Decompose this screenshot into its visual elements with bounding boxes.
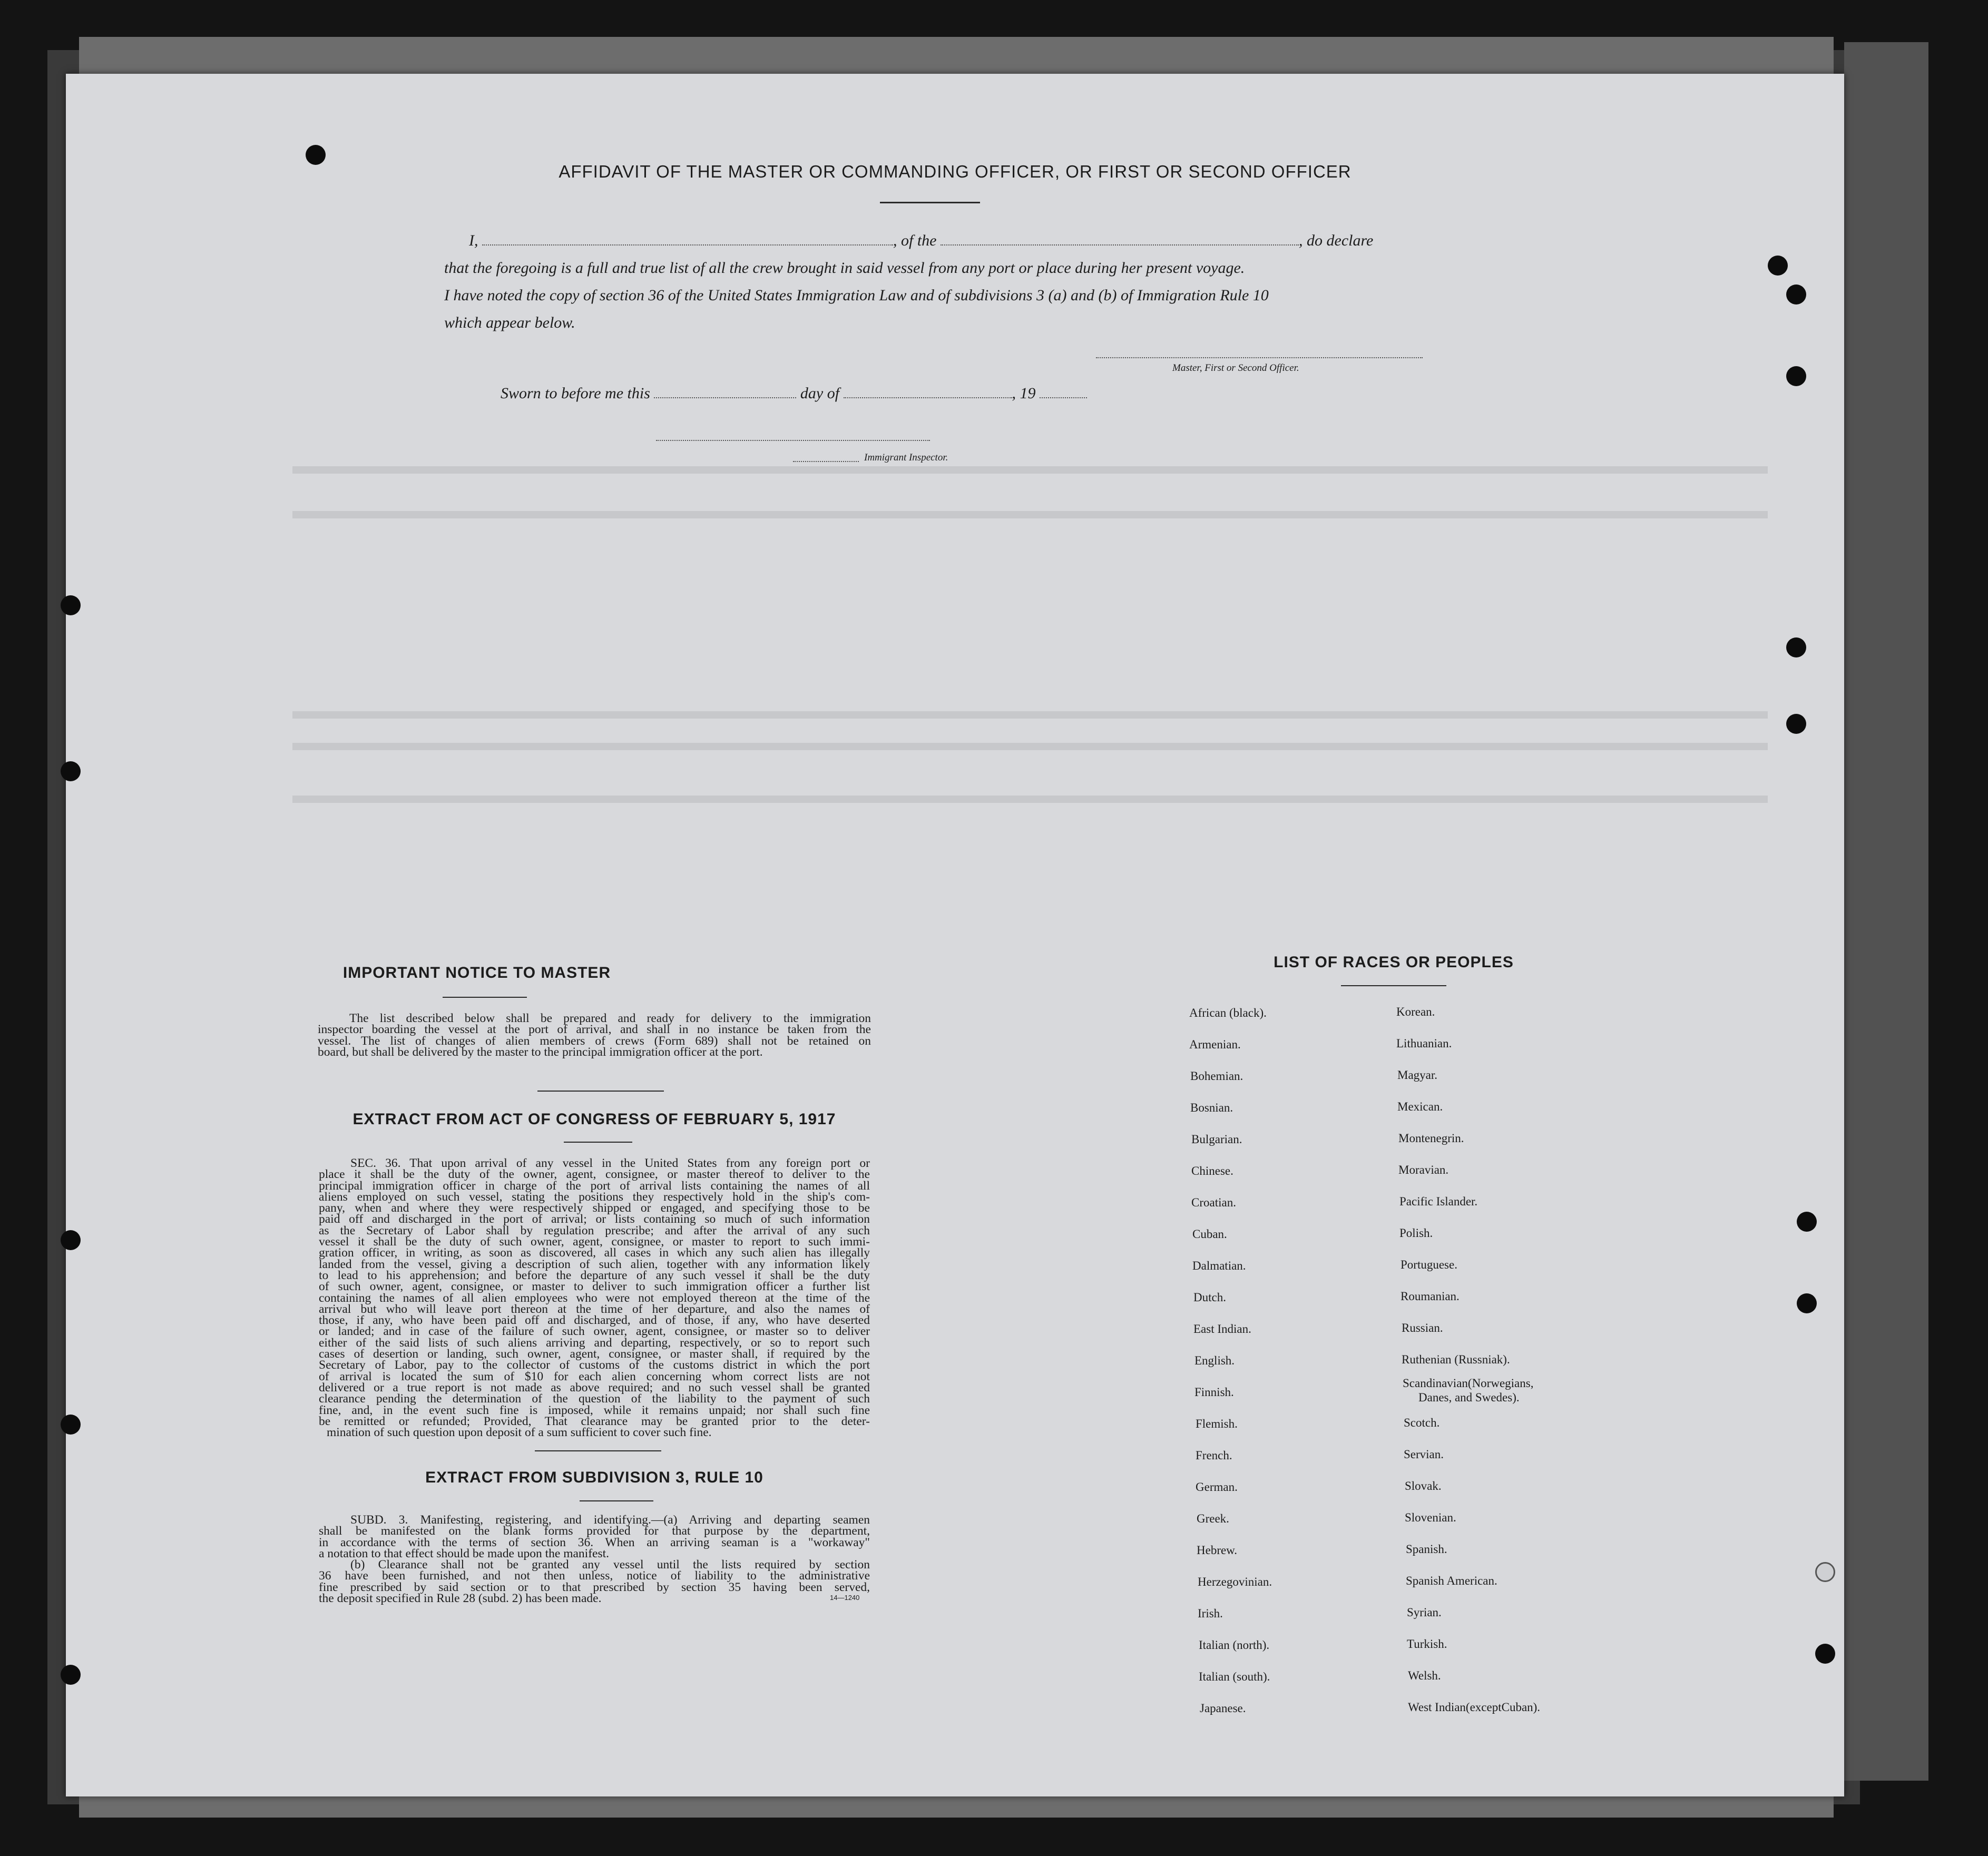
race-item: Montenegrin. <box>1398 1132 1464 1145</box>
race-item: Turkish. <box>1407 1637 1447 1651</box>
rule-line: SUBD. 3. Manifesting, registering, and identifying.—(a) Arriving and departing seamen <box>350 1513 870 1527</box>
title-rule <box>880 202 980 203</box>
notice-line: The list described below shall be prepared and ready for delivery to the immigration <box>349 1012 871 1025</box>
race-item: Finnish. <box>1194 1386 1234 1399</box>
act-line: clearance pending the determination of the question of the liability to the payment of such <box>319 1392 870 1406</box>
affidavit-text: I, <box>469 232 478 249</box>
act-line: as the Secretary of Labor shall by regulation prescribe; and after the arrival of any such <box>319 1223 870 1238</box>
punch-hole <box>1786 366 1806 386</box>
race-item: Bohemian. <box>1190 1069 1243 1083</box>
race-item: Irish. <box>1198 1607 1223 1620</box>
race-item: Dutch. <box>1193 1291 1226 1304</box>
race-item-continued: Danes, and Swedes). <box>1418 1391 1520 1404</box>
vessel-field[interactable] <box>941 244 1299 245</box>
rule-title: EXTRACT FROM SUBDIVISION 3, RULE 10 <box>425 1469 763 1486</box>
race-item: Herzegovinian. <box>1198 1575 1272 1588</box>
bleed-through <box>292 466 1768 474</box>
affidavit-text: , of the <box>893 232 937 249</box>
punch-hole <box>61 761 81 781</box>
rule-line: the deposit specified in Rule 28 (subd. 2) has been made. <box>319 1592 602 1606</box>
master-signature-field[interactable] <box>1096 357 1423 358</box>
act-line: be remitted or refunded; Provided, That clearance may be granted prior to the deter- <box>319 1414 870 1428</box>
race-item: Pacific Islander. <box>1399 1195 1478 1208</box>
master-caption: Master, First or Second Officer. <box>1172 362 1299 374</box>
punch-hole <box>1815 1562 1835 1582</box>
act-line: those, if any, who have been paid off and discharged, and of those, if any, who have deserted <box>319 1313 870 1328</box>
race-item: Magyar. <box>1397 1068 1438 1082</box>
act-body <box>319 1158 870 1438</box>
notice-line: vessel. The list of changes of alien members of crews (Form 689) shall not be retained on <box>318 1034 871 1048</box>
name-field[interactable] <box>482 244 893 245</box>
affidavit-text: , do declare <box>1299 232 1374 249</box>
notice-line: inspector boarding the vessel at the port of arrival, and shall in no instance be taken from the <box>318 1023 871 1037</box>
race-item: Servian. <box>1404 1448 1444 1461</box>
bleed-through <box>292 511 1768 518</box>
race-item: Bulgarian. <box>1191 1133 1242 1146</box>
race-item: Hebrew. <box>1197 1544 1238 1557</box>
race-item: Cuban. <box>1192 1227 1227 1241</box>
race-item: Roumanian. <box>1401 1290 1460 1303</box>
notice-line: board, but shall be delivered by the master to the principal immigration officer at the port. <box>318 1045 763 1059</box>
section-divider <box>535 1450 661 1451</box>
race-item: Ruthenian (Russniak). <box>1402 1353 1510 1366</box>
document-page <box>66 74 1844 1796</box>
bleed-through <box>292 711 1768 719</box>
act-line: SEC. 36. That upon arrival of any vessel in the United States from any foreign port or <box>350 1156 870 1170</box>
act-line: Secretary of Labor, pay to the collector of customs of the customs district in which the port <box>319 1358 870 1372</box>
bleed-through <box>292 743 1768 750</box>
sworn-text: Sworn to before me this <box>501 385 650 402</box>
race-item: Chinese. <box>1191 1164 1233 1177</box>
act-line: mination of such question upon deposit of a sum sufficient to cover such fine. <box>327 1426 712 1440</box>
race-item: Slovenian. <box>1405 1511 1456 1524</box>
race-item: West Indian(exceptCuban). <box>1408 1701 1541 1714</box>
sworn-text: , 19 <box>1012 385 1036 402</box>
race-item: Scotch. <box>1404 1416 1440 1429</box>
race-item: Japanese. <box>1200 1702 1246 1715</box>
race-item: Slovak. <box>1405 1479 1442 1492</box>
race-item: Lithuanian. <box>1396 1037 1452 1050</box>
sworn-month-field[interactable] <box>844 397 1012 398</box>
act-line: of such owner, agent, consignee, or master to deliver to such immigration officer a further list <box>319 1280 870 1294</box>
punch-hole <box>1786 284 1806 305</box>
race-item: Italian (north). <box>1199 1638 1270 1652</box>
act-line: containing the names of all alien employees who were not employed thereon at the time of the <box>319 1291 870 1305</box>
race-item: East Indian. <box>1193 1322 1251 1335</box>
form-number: 14—1240 <box>830 1594 860 1602</box>
act-line: to lead to his apprehension; and before the departure of any such vessel it shall be the duty <box>319 1268 870 1282</box>
affidavit-line-4: which appear below. <box>444 314 575 331</box>
rule-line: 36 have been furnished, and not then unless, notice of liability to the administrative <box>319 1569 870 1583</box>
rule-line: in accordance with the terms of section 36. When an arriving seaman is a "workaway" <box>319 1535 870 1549</box>
race-item: Moravian. <box>1398 1163 1449 1176</box>
race-item: Croatian. <box>1191 1196 1236 1209</box>
inspector-leader <box>793 461 859 462</box>
race-item: Spanish. <box>1406 1543 1447 1556</box>
notice-rule <box>443 997 527 998</box>
act-title: EXTRACT FROM ACT OF CONGRESS OF FEBRUARY 5, 1917 <box>352 1111 836 1128</box>
race-item: Scandinavian(Norwegians, <box>1403 1377 1534 1390</box>
act-line: pany, when and where they were respectively shipped or engaged, and specifying those to be <box>319 1201 870 1215</box>
binder-edge <box>1844 42 1928 1781</box>
race-item: African (black). <box>1189 1006 1267 1019</box>
sworn-day-field[interactable] <box>654 397 796 398</box>
race-item: Korean. <box>1396 1005 1435 1018</box>
races-rule <box>1341 985 1446 986</box>
section-divider <box>537 1091 664 1092</box>
act-line: gration officer, in writing, as soon as discovered, all cases in which any such alien has illegally <box>319 1246 870 1260</box>
race-item: Bosnian. <box>1190 1101 1233 1114</box>
act-line: arrival but who will leave port thereon at the time of her departure, and also the names of <box>319 1302 870 1316</box>
bleed-through <box>292 796 1768 803</box>
sworn-line <box>501 385 1087 402</box>
act-line: principal immigration officer in charge of the port of arrival lists containing the names of all <box>319 1179 870 1193</box>
act-line: delivered or a true report is not made as above required; and no such vessel shall be granted <box>319 1380 870 1395</box>
race-item: Armenian. <box>1189 1038 1241 1051</box>
rule-rule <box>580 1500 653 1501</box>
race-item: French. <box>1196 1449 1232 1462</box>
race-item: Italian (south). <box>1199 1670 1270 1683</box>
race-item: Dalmatian. <box>1192 1259 1246 1272</box>
notice-title: IMPORTANT NOTICE TO MASTER <box>342 964 611 981</box>
inspector-signature-field[interactable] <box>656 440 930 441</box>
race-item: Flemish. <box>1196 1417 1238 1430</box>
punch-hole <box>1797 1293 1817 1313</box>
punch-hole <box>1768 256 1788 276</box>
act-line: cases of desertion or landing, such owner, agent, consignee, or master shall, if required by the <box>319 1347 870 1361</box>
act-line: either of the said lists of such aliens arriving and departing, respectively, or so to report such <box>319 1335 870 1350</box>
act-line: landed from the vessel, giving a description of such alien, together with any information likely <box>319 1257 870 1271</box>
punch-hole <box>1797 1212 1817 1232</box>
race-item: Spanish American. <box>1406 1574 1497 1587</box>
act-line: or landed; and in case of the failure of such owner, agent, consignee, or master so to deliver <box>319 1324 870 1339</box>
rule-line: shall be manifested on the blank forms provided for that purpose by the department, <box>319 1524 870 1538</box>
inspector-caption: Immigrant Inspector. <box>864 452 948 463</box>
affidavit-line-3: I have noted the copy of section 36 of the United States Immigration Law and of subdivisions 3 (a) and (b) of Immigration Rule 10 <box>444 287 1269 304</box>
rule-line: a notation to that effect should be made upon the manifest. <box>319 1546 610 1560</box>
rule-body <box>319 1515 870 1604</box>
race-item: English. <box>1194 1354 1235 1367</box>
act-line: of arrival is located the sum of $10 for each alien concerning whom correct lists are not <box>319 1369 870 1383</box>
race-item: Polish. <box>1399 1226 1433 1240</box>
race-item: Welsh. <box>1408 1669 1441 1682</box>
act-line: place it shall be the duty of the owner, agent, consignee, or master thereof to deliver to the <box>319 1167 870 1182</box>
punch-hole <box>61 595 81 615</box>
rule-line: (b) Clearance shall not be granted any vessel until the lists required by section <box>350 1558 870 1572</box>
punch-hole <box>61 1415 81 1435</box>
sworn-year-field[interactable] <box>1040 397 1087 398</box>
act-line: vessel it shall be the duty of such owner, agent, consignee, or master to report to such immi- <box>319 1235 870 1249</box>
race-item: Russian. <box>1402 1321 1443 1334</box>
act-rule <box>564 1142 632 1143</box>
race-item: Syrian. <box>1407 1606 1442 1619</box>
punch-hole <box>1815 1644 1835 1664</box>
notice-body <box>318 1013 871 1058</box>
rule-line: fine prescribed by said section or to that prescribed by section 35 having been served, <box>319 1580 870 1594</box>
punch-hole <box>61 1230 81 1250</box>
sworn-text: day of <box>800 385 840 402</box>
act-line: fine, and, in the event such fine is imposed, while it remains unpaid; nor shall such fine <box>319 1403 870 1417</box>
race-item: Mexican. <box>1397 1100 1443 1113</box>
punch-hole <box>1786 714 1806 734</box>
punch-hole <box>1786 637 1806 657</box>
race-item: Portuguese. <box>1401 1258 1457 1271</box>
act-line: paid off and discharged in the port of arrival; or lists containing so much of such information <box>319 1212 870 1226</box>
affidavit-title: AFFIDAVIT OF THE MASTER OR COMMANDING OFFICER, OR FIRST OR SECOND OFFICER <box>559 162 1352 181</box>
race-item: Greek. <box>1197 1512 1229 1525</box>
race-item: German. <box>1196 1480 1238 1494</box>
races-title: LIST OF RACES OR PEOPLES <box>1274 954 1514 971</box>
affidavit-line-1 <box>469 232 1373 250</box>
punch-hole <box>61 1665 81 1685</box>
affidavit-line-2: that the foregoing is a full and true list of all the crew brought in said vessel from any port or place during her present voyage. <box>444 259 1245 277</box>
act-line: aliens employed on such vessel, stating the positions they respectively hold in the ship's com- <box>319 1190 870 1204</box>
